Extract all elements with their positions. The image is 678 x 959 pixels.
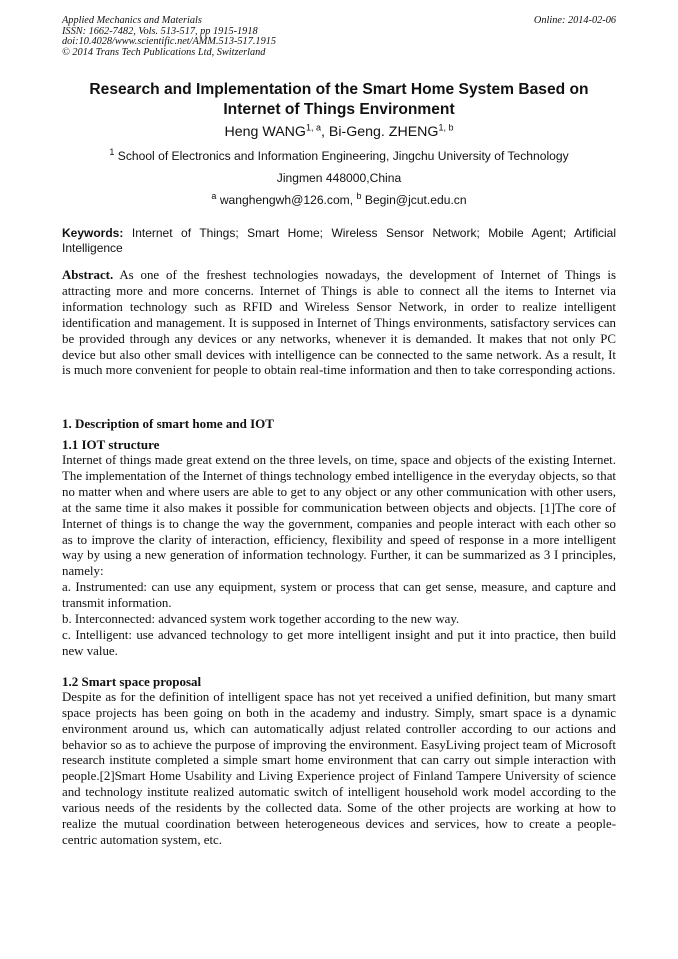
abstract-label: Abstract. [62,268,114,282]
journal-name: Applied Mechanics and Materials [62,15,202,26]
author-line [62,123,616,141]
subsection-heading-1-1: 1.1 IOT structure [62,437,160,452]
paragraph-iot-structure: Internet of things made great extend on the three levels, on time, space and objects of the existing Internet. The implementation of the Internet of things technology embed intelligence in the everyday objects, so that no matter when and where users are able to get to any object or any other communication with other users, at the same time it also makes it possible for communication between objects and objects. [1]The core of Internet of things is to change the way the government, companies and people interact with each other so as to improve the clarity of interaction, efficiency, flexibility and speed of response in a more intelligent way by using a new generation of information technology. Further, it can be summarized as 3 I principles, namely: [62,453,616,579]
subsection-heading-1-2: 1.2 Smart space proposal [62,673,202,689]
abstract [62,268,616,379]
keywords-text: Internet of Things; Smart Home; Wireless Sensor Network; Mobile Agent; Artificial Intelligence [62,226,616,255]
copyright-line: © 2014 Trans Tech Publications Ltd, Switzerland [62,46,266,58]
author-2-affiliation: 1, b [438,122,454,133]
author-separator: , [320,124,329,140]
online-date: Online: 2014-02-06 [533,15,616,26]
section-heading: 1. Description of smart home and IOT [62,416,274,431]
list-item-a: a. Instrumented: can use any equipment, system or process that can get sense, measure, and capture and transmit information. [62,580,616,611]
email-a-marker: a [211,190,217,201]
email-b-marker: b [356,190,362,201]
author-1: Heng WANG [224,124,306,140]
journal-header [62,16,616,58]
email-b: Begin@jcut.edu.cn [364,193,467,207]
keywords-label: Keywords: [62,226,124,240]
affiliation [62,148,616,164]
issn-line: ISSN: 1662-7482, Vols. 513-517, pp 1915-1918 [62,25,258,37]
affiliation-marker: 1 [109,146,115,157]
affiliation-text: School of Electronics and Information Engineering, Jingchu University of Technology [117,149,569,163]
paragraph-smart-space: Despite as for the definition of intelligent space has not yet received a unified definition, but many smart space projects has been going on both in the academy and industry. Simply, smart space is a dynamic environment around us, which can automatically adjust related controller according to our actions and behavior so as to achieve the purpose of improving the environment. EasyLiving project team of Microsoft research institute completed a simple smart home environment that can carry out simple interaction with people.[2]Smart Home Usability and Living Experience project of Finland Tampere University of science and technology institute realized automatic switch of intelligent household work model according to the various needs of the residents by the collected data. Some of the other projects are working at how to realize the mutual coordination between heterogeneous devices and services, how to create a people-centric automation system, etc. [62,689,616,847]
keywords [62,226,616,256]
paper-title: Research and Implementation of the Smart Home System Based on Internet of Things Environment [89,81,589,118]
emails [62,192,616,208]
section-1 [62,416,616,849]
doi-line: doi:10.4028/www.scientific.net/AMM.513-517.1915 [62,36,277,48]
email-a: wanghengwh@126.com, [219,193,357,207]
list-item-b: b. Interconnected: advanced system work together according to the new way. [62,612,460,627]
author-1-affiliation: 1, a [305,122,321,133]
address: Jingmen 448000,China [276,171,402,185]
abstract-text: As one of the freshest technologies nowadays, the development of Internet of Things is attracting more and more concerns. Internet of Things is able to connect all the items to Internet via information technology such as RFID and Wireless Sensor Network, in order to realize intelligent identification and management. It is supposed in Internet of Things environments, satisfactory services can be provided through any devices or any networks, whenever it is demanded. It makes that not only PC device but also other small devices with intelligence can be connected to the same network. As a result, It is much more convenient for people to obtain real-time information and then to take corresponding actions. [62,268,616,378]
list-item-c: c. Intelligent: use advanced technology to get more intelligent insight and put it into practice, then build new value. [62,627,616,658]
author-2: Bi-Geng. ZHENG [328,124,439,140]
